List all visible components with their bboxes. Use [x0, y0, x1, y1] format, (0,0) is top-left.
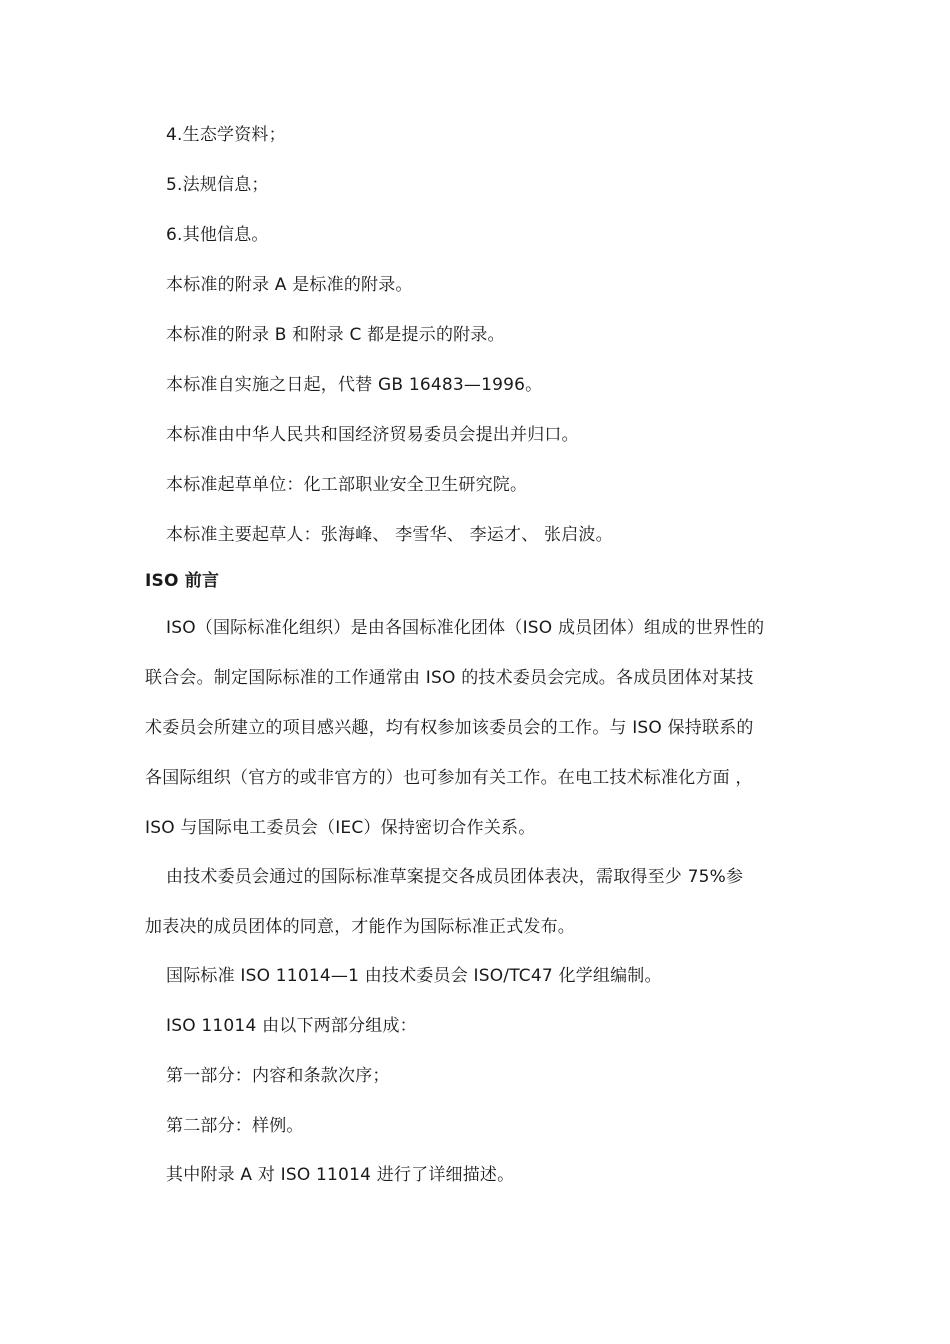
list-item-part-one: 第一部分：内容和条款次序； [166, 1066, 390, 1086]
paragraph-line: 加表决的成员团体的同意，才能作为国际标准正式发布。 [145, 917, 575, 937]
paragraph-replaces: 本标准自实施之日起，代替 GB 16483—1996。 [166, 375, 543, 395]
paragraph-line: 各国际组织（官方的或非官方的）也可参加有关工作。在电工技术标准化方面 ， [145, 768, 753, 788]
list-item-part-two: 第二部分：样例。 [166, 1116, 304, 1136]
paragraph-line: 联合会。制定国际标准的工作通常由 ISO 的技术委员会完成。各成员团体对某技 [145, 668, 754, 688]
paragraph-annex-description: 其中附录 A 对 ISO 11014 进行了详细描述。 [166, 1165, 515, 1185]
paragraph-appendix-a: 本标准的附录 A 是标准的附录。 [166, 275, 413, 295]
paragraph-parts-intro: ISO 11014 由以下两部分组成： [166, 1016, 417, 1036]
paragraph-appendix-bc: 本标准的附录 B 和附录 C 都是提示的附录。 [166, 325, 505, 345]
paragraph-line: ISO（国际标准化组织）是由各国标准化团体（ISO 成员团体）组成的世界性的 [166, 618, 765, 638]
paragraph-proposed-by: 本标准由中华人民共和国经济贸易委员会提出并归口。 [166, 425, 579, 445]
paragraph-line: ISO 与国际电工委员会（IEC）保持密切合作关系。 [145, 818, 536, 838]
list-item-other: 6.其他信息。 [166, 225, 269, 245]
list-item-regulations: 5.法规信息； [166, 175, 269, 195]
paragraph-line: 术委员会所建立的项目感兴趣，均有权参加该委员会的工作。与 ISO 保持联系的 [145, 718, 754, 738]
section-heading-iso-foreword: ISO 前言 [145, 571, 220, 591]
paragraph-prepared-by: 国际标准 ISO 11014—1 由技术委员会 ISO/TC47 化学组编制。 [166, 966, 662, 986]
paragraph-drafters: 本标准主要起草人：张海峰、 李雪华、 李运才、 张启波。 [166, 525, 613, 545]
paragraph-drafting-unit: 本标准起草单位：化工部职业安全卫生研究院。 [166, 475, 528, 495]
list-item-ecology: 4.生态学资料； [166, 125, 286, 145]
paragraph-line: 由技术委员会通过的国际标准草案提交各成员团体表决，需取得至少 75%参 [166, 867, 744, 887]
